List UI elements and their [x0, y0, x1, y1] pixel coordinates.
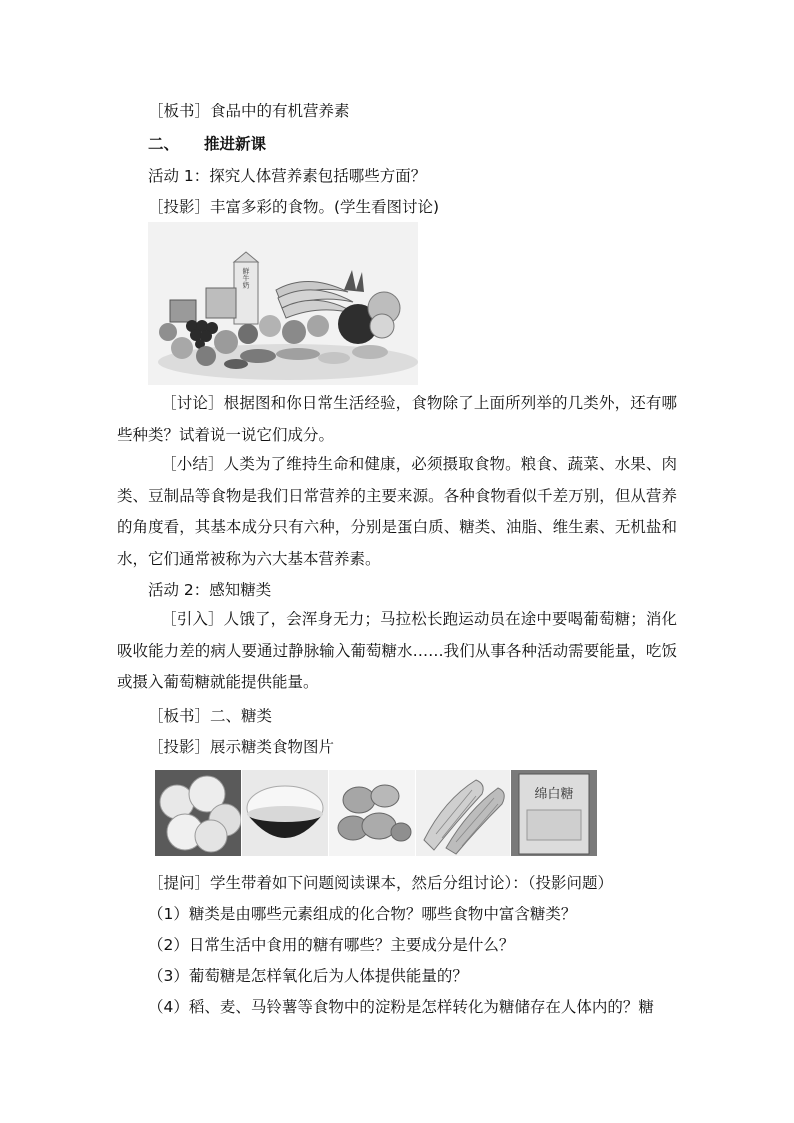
question-2: （2）日常生活中食用的糖有哪些？主要成分是什么？	[148, 936, 515, 954]
section-title: 推进新课	[204, 135, 267, 153]
food-variety-photo	[148, 222, 418, 385]
section-number: 二、	[148, 135, 180, 153]
activity-1-heading: 活动 1：探究人体营养素包括哪些方面？	[148, 167, 427, 185]
summary-text: ［小结］人类为了维持生命和健康，必须摄取食物。粮食、蔬菜、水果、肉类、豆制品等食物是我们日常营养的主要来源。各种食物看似千差万别，但从营养的角度看，其基本成分只有六种，分别是蛋白质、糖类、油脂、维生素、无机盐和水，它们通常被称为六大基本营养素。	[117, 455, 677, 568]
milk-box	[234, 252, 258, 324]
milk-box-label: 鲜牛奶	[242, 267, 250, 289]
steamed-buns-image	[155, 770, 241, 856]
section-heading	[148, 134, 266, 154]
question-4: （4）稻、麦、马铃薯等食物中的淀粉是怎样转化为糖储存在人体内的？糖	[148, 998, 654, 1016]
discussion-text: ［讨论］根据图和你日常生活经验，食物除了上面所列举的几类外，还有哪些种类？试着说一说它们成分。	[117, 394, 677, 444]
summary-paragraph	[117, 449, 677, 575]
corn-image	[416, 770, 510, 856]
discussion-paragraph	[117, 388, 677, 451]
food-variety-illustration	[148, 222, 418, 385]
sugar-bag-label: 绵白糖	[534, 787, 574, 802]
intro-paragraph	[117, 604, 677, 699]
intro-text: ［引入］人饿了，会浑身无力；马拉松长跑运动员在途中要喝葡萄糖；消化吸收能力差的病人要通过静脉输入葡萄糖水……我们从事各种活动需要能量，吃饭或摄入葡萄糖就能提供能量。	[117, 610, 677, 691]
sugar-bag-image	[511, 770, 597, 856]
board-note-title: ［板书］食品中的有机营养素	[148, 102, 350, 120]
projection-2: ［投影］展示糖类食物图片	[148, 738, 335, 756]
board-note-sugar: ［板书］二、糖类	[148, 707, 273, 725]
rice-bowl-image	[242, 770, 328, 856]
question-intro: ［提问］学生带着如下问题阅读课本，然后分组讨论）：（投影问题）	[148, 874, 614, 892]
question-1: （1）糖类是由哪些元素组成的化合物？哪些食物中富含糖类？	[148, 905, 577, 923]
activity-2-heading: 活动 2：感知糖类	[148, 581, 272, 599]
potatoes-image	[329, 770, 415, 856]
projection-1: ［投影］丰富多彩的食物。(学生看图讨论)	[148, 198, 440, 216]
question-3: （3）葡萄糖是怎样氧化后为人体提供能量的？	[148, 967, 468, 985]
